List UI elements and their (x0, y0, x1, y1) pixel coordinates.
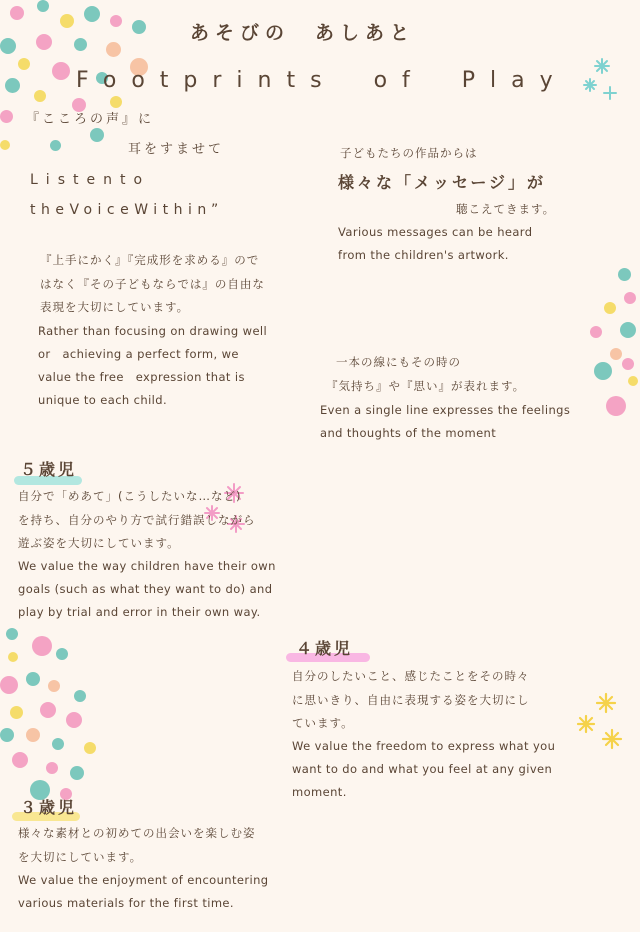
age4-en-line2: want to do and what you feel at any given (292, 762, 553, 776)
age3-ja-line2: を大切にしています。 (18, 850, 143, 864)
age3-ja-line1: 様々な素材との初めての出会いを楽しむ姿 (18, 826, 256, 840)
age3-en-line2: various materials for the first time. (18, 896, 234, 910)
age4-heading: ４歳児 (296, 639, 354, 658)
age4-ja-line3: ています。 (292, 716, 354, 730)
single-line-ja-line1: 一本の線にもその時の (336, 355, 461, 369)
age4-en-line1: We value the freedom to express what you (292, 739, 556, 753)
messages-ja-line1: 子どもたちの作品からは (340, 146, 478, 160)
messages-en-line1: Various messages can be heard (338, 225, 533, 239)
messages-ja-line2: 様々な「メッセージ」が (338, 173, 547, 192)
age5-en-line1: We value the way children have their own (18, 559, 276, 573)
expression-ja-line3: 表現を大切にしています。 (40, 300, 190, 314)
age3-en-line1: We value the enjoyment of encountering (18, 873, 269, 887)
title-ja: あそびの あしあと (190, 22, 416, 44)
title-en: Footprints of Play (76, 68, 568, 93)
age5-ja-line1: 自分で「めあて」(こうしたいな…など) (18, 489, 242, 503)
yellow-sparkle-icon (572, 690, 632, 756)
voice-ja-line1: 『こころの声』に (26, 112, 155, 127)
age5-heading: ５歳児 (20, 460, 78, 479)
age3-heading: ３歳児 (20, 798, 78, 817)
age4-ja-line1: 自分のしたいこと、感じたことをその時々 (292, 669, 530, 683)
voice-en-line1: Listento (30, 172, 151, 188)
single-line-en-line2: and thoughts of the moment (320, 426, 497, 440)
age5-en-line3: play by trial and error in their own way. (18, 605, 261, 619)
age4-ja-line2: に思いきり、自由に表現する姿を大切にし (292, 693, 530, 707)
expression-en-line4: unique to each child. (38, 393, 168, 407)
age5-en-line2: goals (such as what they want to do) and (18, 582, 273, 596)
messages-ja-line3: 聴こえてきます。 (456, 202, 556, 216)
single-line-en-line1: Even a single line expresses the feelings (320, 403, 571, 417)
age5-ja-line2: を持ち、自分のやり方で試行錯誤しながら (18, 513, 256, 527)
voice-en-line2: theVoiceWithin” (30, 202, 224, 218)
age4-en-line3: moment. (292, 785, 347, 799)
expression-ja-line2: はなく『その子どもならでは』の自由な (40, 277, 265, 291)
voice-ja-line2: 耳をすませて (128, 142, 225, 157)
teal-sparkle-icon (580, 55, 630, 105)
age5-ja-line3: 遊ぶ姿を大切にしています。 (18, 536, 180, 550)
single-line-ja-line2: 『気持ち』や『思い』が表れます。 (326, 379, 526, 393)
expression-ja-line1: 『上手にかく』『完成形を求める』ので (40, 253, 260, 267)
messages-en-line2: from the children's artwork. (338, 248, 509, 262)
expression-en-line3: value the free expression that is (38, 370, 245, 384)
expression-en-line2: or achieving a perfect form, we (38, 347, 239, 361)
expression-en-line1: Rather than focusing on drawing well (38, 324, 268, 338)
